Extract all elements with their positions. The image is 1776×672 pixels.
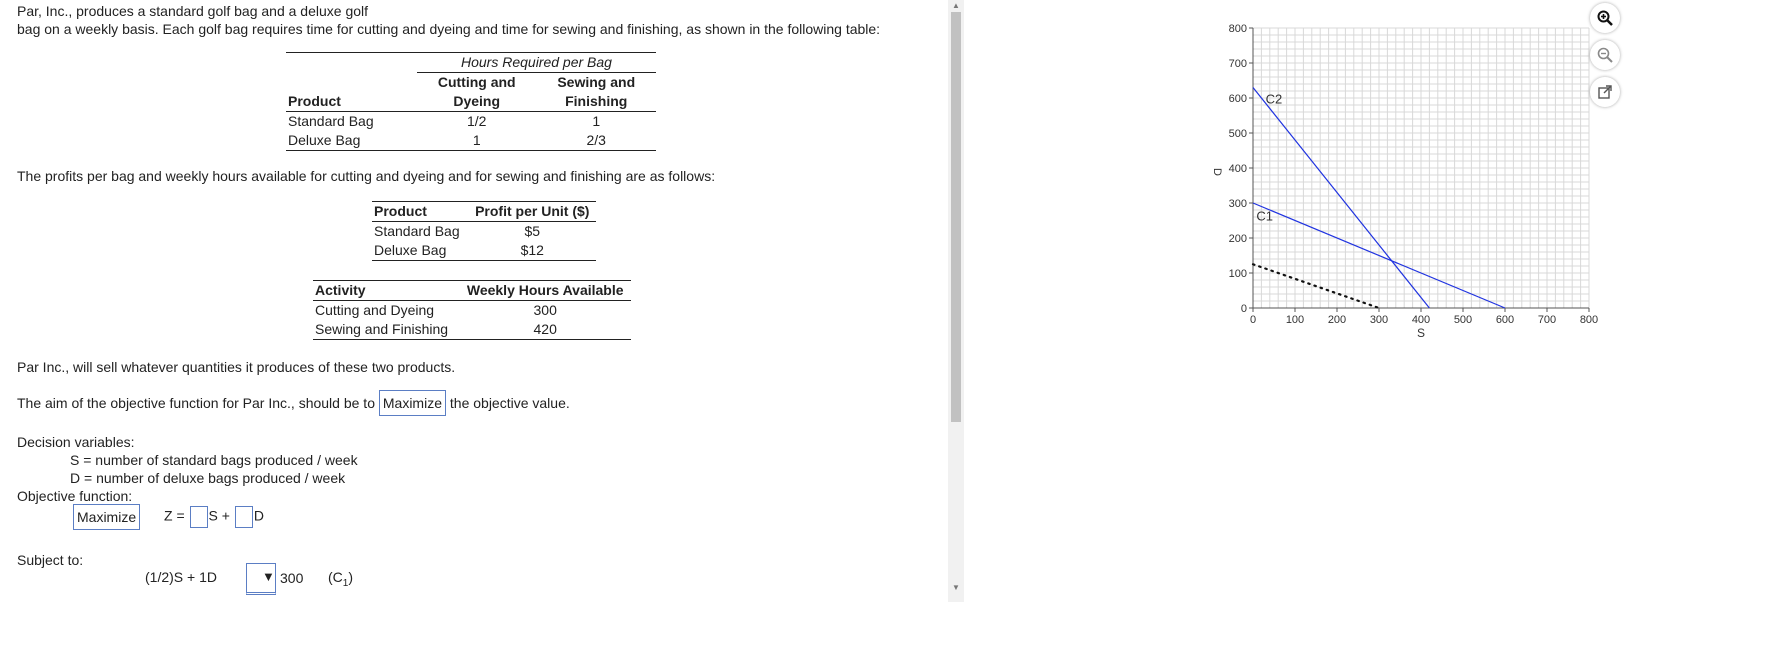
objective-row (73, 504, 140, 530)
popout-button[interactable] (1590, 77, 1620, 107)
row-hours: 300 (533, 302, 557, 318)
scroll-down-icon[interactable]: ▼ (952, 583, 960, 592)
x-tick-label: 400 (1411, 314, 1431, 326)
c1-rhs: 300 (280, 570, 304, 586)
col-cut-2: Dyeing (453, 93, 501, 109)
c1-controls (246, 563, 354, 595)
c1-row (145, 569, 217, 585)
table-row (313, 301, 631, 321)
x-tick-label: 600 (1495, 314, 1515, 326)
col-hours: Weekly Hours Available (466, 282, 624, 298)
row-product: Standard Bag (288, 113, 374, 129)
row-product: Deluxe Bag (374, 242, 447, 258)
d-var: D (253, 507, 264, 524)
x-tick-label: 700 (1537, 314, 1557, 326)
c1-label (328, 569, 353, 589)
col-activity: Activity (315, 282, 366, 298)
table-row (372, 222, 596, 242)
objective-heading: Objective function: (17, 488, 133, 504)
c1-label-text: (C (328, 569, 343, 585)
col-product: Product (374, 203, 427, 219)
y-axis-label: D (1211, 168, 1223, 176)
col-sew-2: Finishing (565, 93, 628, 109)
intro-line-1: Par, Inc., produces a standard golf bag and a deluxe golf (17, 3, 369, 19)
aim-before: The aim of the objective function for Par Inc., should be to (17, 395, 375, 411)
table-row (372, 241, 596, 261)
zoom-out-button[interactable] (1590, 40, 1620, 70)
aim-select[interactable]: Maximize (379, 390, 446, 416)
graph-grid (1253, 28, 1589, 308)
row-profit: $5 (524, 223, 541, 239)
table-row (286, 131, 656, 151)
y-tick-label: 300 (1228, 198, 1247, 210)
hours-required-table (286, 52, 656, 151)
y-tick-label: 0 (1240, 303, 1247, 315)
line-c1-label: C1 (1256, 208, 1273, 224)
table-row (313, 320, 631, 340)
intro-text (17, 2, 880, 38)
constraint-graph (1210, 10, 1599, 360)
s-coefficient-input[interactable] (190, 506, 208, 528)
c1-inequality-dropdown[interactable] (246, 563, 276, 595)
popout-icon (1597, 84, 1613, 100)
zoom-out-icon (1597, 47, 1613, 63)
x-tick-label: 100 (1285, 314, 1305, 326)
constraints-heading: Subject to: (17, 552, 84, 568)
decision-heading: Decision variables: (17, 434, 135, 450)
d-coefficient-input[interactable] (235, 506, 253, 528)
x-tick-label: 300 (1369, 314, 1389, 326)
y-tick-label: 100 (1228, 268, 1247, 280)
profit-intro: The profits per bag and weekly hours available for cutting and dyeing and for sewing and finishing are as follows: (17, 168, 716, 184)
row-cut: 1/2 (466, 113, 487, 129)
hours-caption: Hours Required per Bag (417, 53, 656, 73)
y-tick-label: 800 (1228, 23, 1247, 35)
question-pane (0, 0, 948, 602)
row-activity: Cutting and Dyeing (315, 302, 435, 318)
objective-formula (164, 506, 264, 528)
z-label: Z = (164, 507, 185, 524)
s-var: S + (208, 507, 230, 524)
zoom-in-icon (1597, 10, 1613, 26)
dropdown-arrow-icon: ▼ (262, 569, 275, 584)
row-cut: 1 (472, 132, 481, 148)
objective-select[interactable]: Maximize (73, 504, 140, 530)
vertical-scrollbar[interactable] (948, 0, 964, 602)
zoom-in-button[interactable] (1590, 3, 1620, 33)
row-sew: 1 (592, 113, 601, 129)
line-c2-label: C2 (1265, 91, 1283, 107)
row-profit: $12 (520, 242, 544, 258)
y-tick-label: 400 (1228, 163, 1247, 175)
col-cut-1: Cutting and (437, 74, 516, 90)
c1-label-close: ) (348, 569, 354, 585)
row-activity: Sewing and Finishing (315, 321, 449, 337)
row-product: Standard Bag (374, 223, 460, 239)
x-tick-label: 200 (1327, 314, 1347, 326)
y-tick-label: 200 (1228, 233, 1247, 245)
decision-d: D = number of deluxe bags produced / week (70, 470, 346, 486)
aim-after: the objective value. (449, 395, 570, 411)
aim-sentence (17, 390, 570, 416)
sell-text: Par Inc., will sell whatever quantities it produces of these two products. (17, 359, 456, 375)
row-sew: 2/3 (586, 132, 606, 148)
table-row (286, 112, 656, 132)
decision-s: S = number of standard bags produced / week (70, 452, 358, 468)
x-tick-label: 0 (1249, 314, 1257, 326)
scroll-up-icon[interactable]: ▲ (952, 1, 960, 10)
y-tick-label: 600 (1228, 93, 1247, 105)
x-axis-label: S (1417, 326, 1426, 340)
intro-line-2: bag on a weekly basis. Each golf bag requires time for cutting and dyeing and time for sewing and finishing, as shown in the following table: (17, 21, 881, 37)
series-c2-line (1253, 88, 1429, 309)
profit-table (372, 201, 596, 261)
col-product: Product (288, 93, 341, 109)
row-hours: 420 (533, 321, 557, 337)
x-tick-label: 800 (1579, 314, 1599, 326)
c1-expression: (1/2)S + 1D (145, 569, 217, 585)
y-tick-label: 700 (1228, 58, 1247, 70)
col-sew-1: Sewing and (557, 74, 636, 90)
c1-subscript: 1 (342, 577, 349, 589)
hours-available-table (313, 280, 631, 340)
x-tick-label: 500 (1453, 314, 1473, 326)
row-product: Deluxe Bag (288, 132, 361, 148)
y-tick-label: 500 (1228, 128, 1247, 140)
scroll-thumb[interactable] (951, 12, 961, 422)
col-profit: Profit per Unit ($) (475, 203, 590, 219)
